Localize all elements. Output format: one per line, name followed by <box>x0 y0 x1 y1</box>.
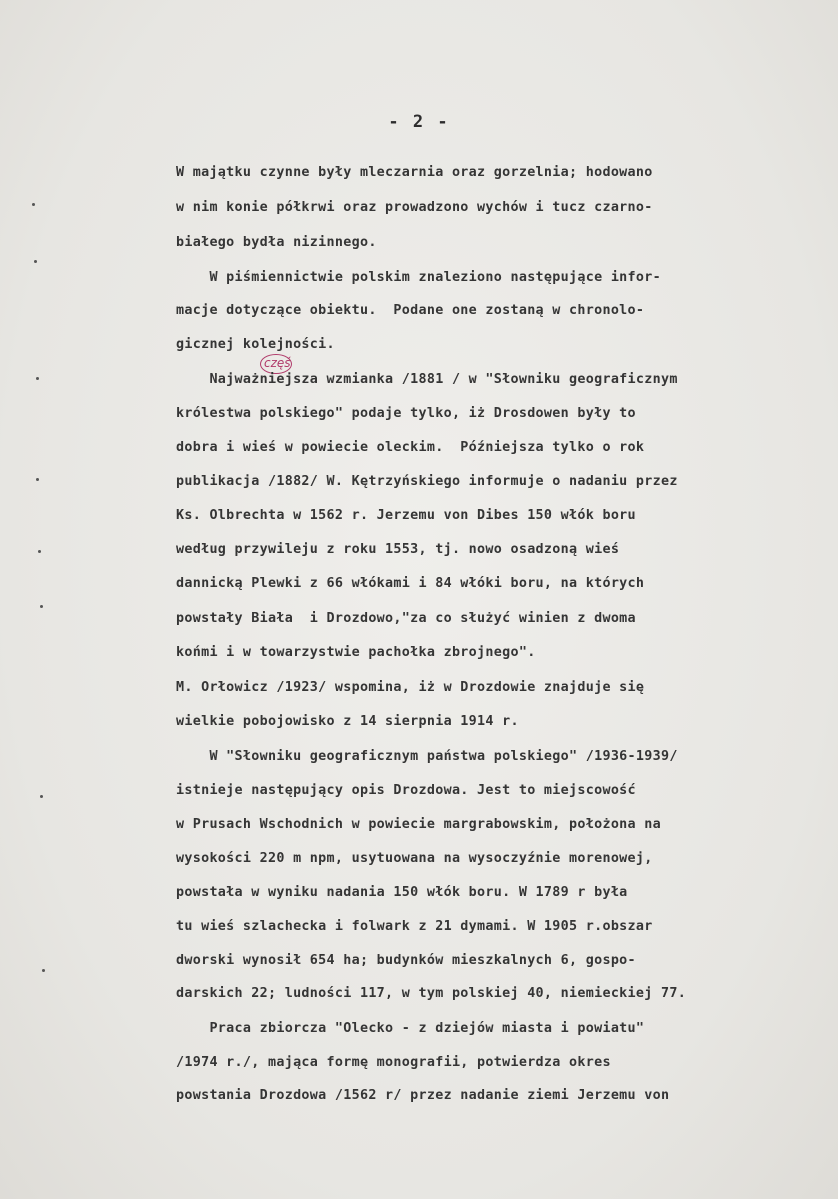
scan-speck <box>36 478 39 481</box>
text-line: macje dotyczące obiektu. Podane one zostaną w chronolo- <box>176 303 645 318</box>
text-line: wysokości 220 m npm, usytuowana na wysoczyźnie morenowej, <box>176 851 653 866</box>
text-line: Ks. Olbrechta w 1562 r. Jerzemu von Dibes 150 włók boru <box>176 508 636 523</box>
scan-speck <box>36 377 39 380</box>
text-line: M. Orłowicz /1923/ wspomina, iż w Drozdowie znajduje się <box>176 680 645 695</box>
text-line: końmi i w towarzystwie pachołka zbrojnego". <box>176 645 536 660</box>
text-line: dannicką Plewki z 66 włókami i 84 włóki boru, na których <box>176 576 645 591</box>
text-line: dworski wynosił 654 ha; budynków mieszkalnych 6, gospo- <box>176 953 636 968</box>
text-line: królestwa polskiego" podaje tylko, iż Drosdowen były to <box>176 406 636 421</box>
text-line: w nim konie półkrwi oraz prowadzono wychów i tucz czarno- <box>176 200 653 215</box>
scan-speck <box>32 203 35 206</box>
scan-speck <box>38 550 41 553</box>
text-line: powstały Biała i Drozdowo,"za co służyć winien z dwoma <box>176 611 636 626</box>
text-line: tu wieś szlachecka i folwark z 21 dymami. W 1905 r.obszar <box>176 919 653 934</box>
text-line: powstania Drozdowa /1562 r/ przez nadanie ziemi Jerzemu von <box>176 1088 670 1103</box>
text-line: Najważniejsza wzmianka /1881 / w "Słowniku geograficznym <box>176 372 678 387</box>
text-line: /1974 r./, mająca formę monografii, potwierdza okres <box>176 1055 611 1070</box>
text-line: w Prusach Wschodnich w powiecie margrabowskim, położona na <box>176 817 661 832</box>
text-line: według przywileju z roku 1553, tj. nowo osadzoną wieś <box>176 542 620 557</box>
handwritten-annotation: częś <box>264 356 291 370</box>
scan-speck <box>40 795 43 798</box>
text-line: powstała w wyniku nadania 150 włók boru. W 1789 r była <box>176 885 628 900</box>
text-line: dobra i wieś w powiecie oleckim. Późniejsza tylko o rok <box>176 440 645 455</box>
text-line: wielkie pobojowisko z 14 sierpnia 1914 r. <box>176 714 519 729</box>
page-number: - 2 - <box>388 112 450 132</box>
text-line: istnieje następujący opis Drozdowa. Jest to miejscowość <box>176 783 636 798</box>
text-line: publikacja /1882/ W. Kętrzyńskiego informuje o nadaniu przez <box>176 474 678 489</box>
scan-speck <box>42 969 45 972</box>
text-line: W piśmiennictwie polskim znaleziono następujące infor- <box>176 270 661 285</box>
text-line: darskich 22; ludności 117, w tym polskiej 40, niemieckiej 77. <box>176 986 687 1001</box>
text-line: Praca zbiorcza "Olecko - z dziejów miasta i powiatu" <box>176 1021 645 1036</box>
text-line: W "Słowniku geograficznym państwa polskiego" /1936-1939/ <box>176 749 678 764</box>
scan-speck <box>34 260 37 263</box>
text-line: gicznej kolejności. <box>176 337 335 352</box>
scan-speck <box>40 605 43 608</box>
text-line: W majątku czynne były mleczarnia oraz gorzelnia; hodowano <box>176 165 653 180</box>
text-line: białego bydła nizinnego. <box>176 235 377 250</box>
